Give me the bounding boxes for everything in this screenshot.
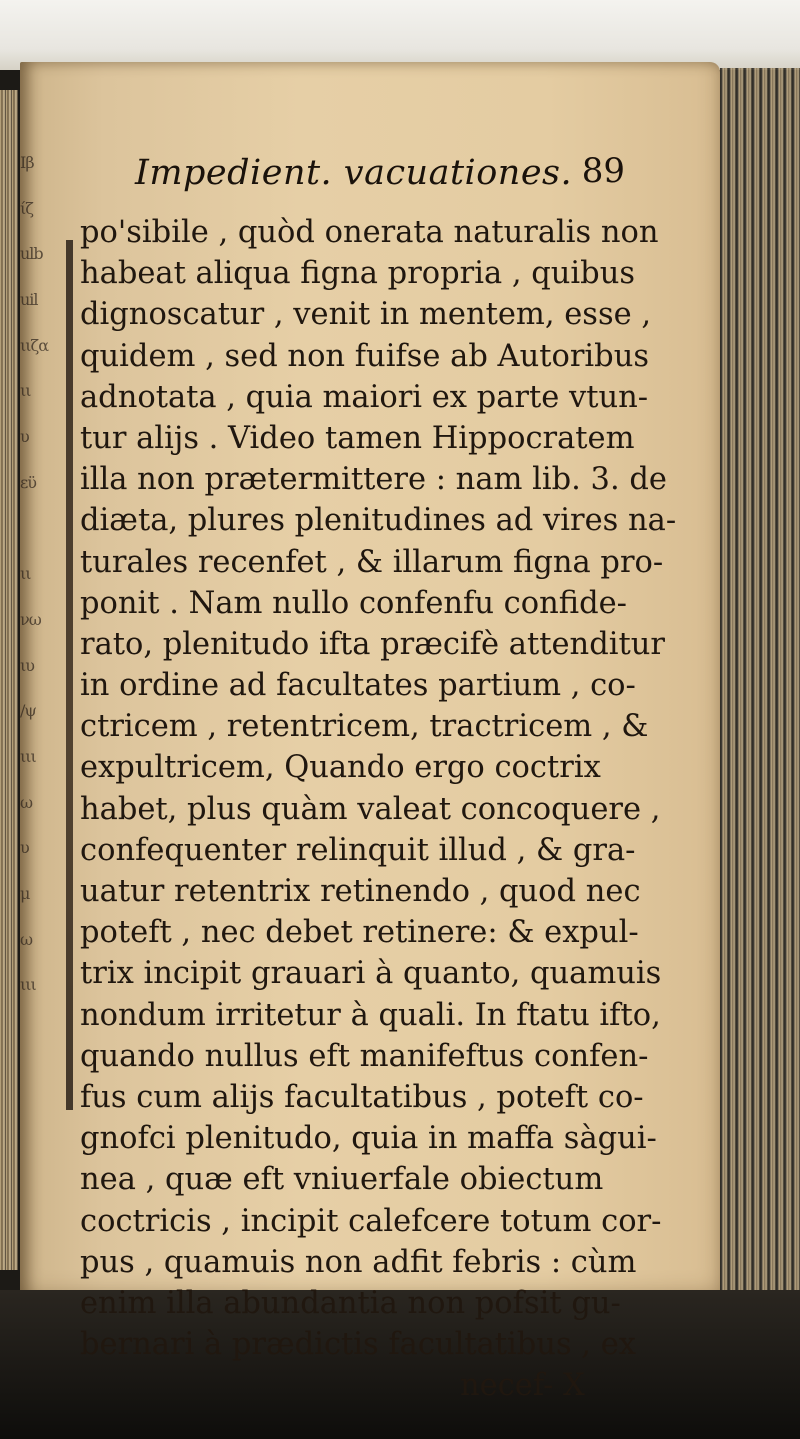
text-line: diæta, plures plenitudines ad vires na- [80, 503, 677, 539]
gutter-fragment: μ [20, 884, 30, 903]
text-line: coctricis , incipit calefcere totum cor- [80, 1203, 662, 1239]
gutter-fragment: ιι [20, 381, 31, 401]
gutter-fragment: ulb [20, 244, 43, 264]
text-line: fus cum alijs facultatibus , poteft co- [80, 1079, 644, 1115]
text-line: quando nullus eft manifeftus confen- [80, 1038, 649, 1074]
text-line: ponit . Nam nullo confenfu confide- [80, 585, 627, 621]
text-line: dignoscatur , venit in mentem, esse , [80, 297, 652, 333]
scan-background-top [0, 0, 800, 70]
preceding-pages-edge [0, 90, 18, 1270]
text-line: uatur retentrix retinendo , quod nec [80, 874, 641, 909]
gutter-fragment [20, 1054, 60, 1100]
text-line: trix incipit grauari à quanto, quamuis [80, 956, 662, 992]
text-line: ctricem , retentricem, tractricem , & [80, 709, 649, 745]
gutter-fragment: ω [20, 929, 33, 949]
binding-shadow-bar [66, 240, 73, 1110]
text-line: po'sibile , quòd onerata naturalis non [80, 215, 659, 250]
text-line: habeat aliqua figna propria , quibus [80, 256, 636, 292]
text-line: quidem , sed non fuifse ab Autoribus [80, 338, 649, 374]
gutter-fragment: ιιι [20, 746, 36, 766]
text-line: gnofci plenitudo, quia in maffa sàgui- [80, 1121, 657, 1157]
gutter-fragment: εϋ [20, 472, 37, 492]
gutter-fragment: ιιι [20, 975, 36, 995]
text-line: expultricem, Quando ergo coctrix [80, 750, 601, 786]
gutter-fragment [20, 506, 60, 552]
running-head-title: Impedient. vacuationes. [135, 153, 573, 193]
text-line: nea , quæ eft vniuerfale obiectum [80, 1162, 604, 1198]
gutter-fragment [20, 1008, 60, 1054]
gutter-fragment: ίζ [20, 198, 33, 218]
page-number: 89 [581, 151, 625, 191]
text-line: in ordine ad facultates partium , co- [80, 668, 636, 704]
gutter-fragment: ω [20, 792, 33, 812]
running-head [135, 147, 625, 203]
gutter-fragment: νω [20, 609, 41, 629]
gutter-fragment: ιι [20, 564, 31, 584]
gutter-fragment: uil [20, 290, 38, 310]
text-line: adnotata , quia maiori ex parte vtun- [80, 379, 649, 415]
gutter-fragment: Ιβ [20, 153, 34, 172]
text-line: turales recenfet , & illarum figna pro- [80, 544, 664, 580]
gutter-fragment: ιιζα [20, 335, 49, 355]
gutter-fragment [20, 1191, 60, 1237]
gutter-fragments [20, 140, 60, 1140]
gutter-fragment [20, 1145, 60, 1191]
text-line: nondum irritetur à quali. In ftatu ifto, [80, 997, 661, 1033]
gutter-fragment [20, 1099, 60, 1145]
body-text [80, 212, 740, 1406]
text-line: bernari à prædictis facultatibus , ex [80, 1327, 636, 1363]
text-line: rato, plenitudo ifta præcifè attenditur [80, 626, 665, 662]
gutter-fragment: ιυ [20, 655, 34, 675]
text-line: confequenter relinquit illud , & gra- [80, 832, 636, 868]
text-line: enim illa abundantia non pofsit gu- [80, 1285, 621, 1321]
text-line: poteft , nec debet retinere: & expul- [80, 915, 639, 951]
text-line: habet, plus quàm valeat concoquere , [80, 791, 661, 827]
gutter-fragment: /ψ [20, 701, 36, 721]
gutter-fragment: υ [20, 427, 29, 447]
gutter-fragment: υ [20, 838, 29, 858]
text-line: tur alijs . Video tamen Hippocratem [80, 420, 635, 456]
text-line: illa non prætermittere : nam lib. 3. de [80, 462, 667, 498]
text-line: pus , quamuis non adfit febris : cùm [80, 1244, 637, 1280]
catchword: necef- X [460, 1368, 585, 1404]
